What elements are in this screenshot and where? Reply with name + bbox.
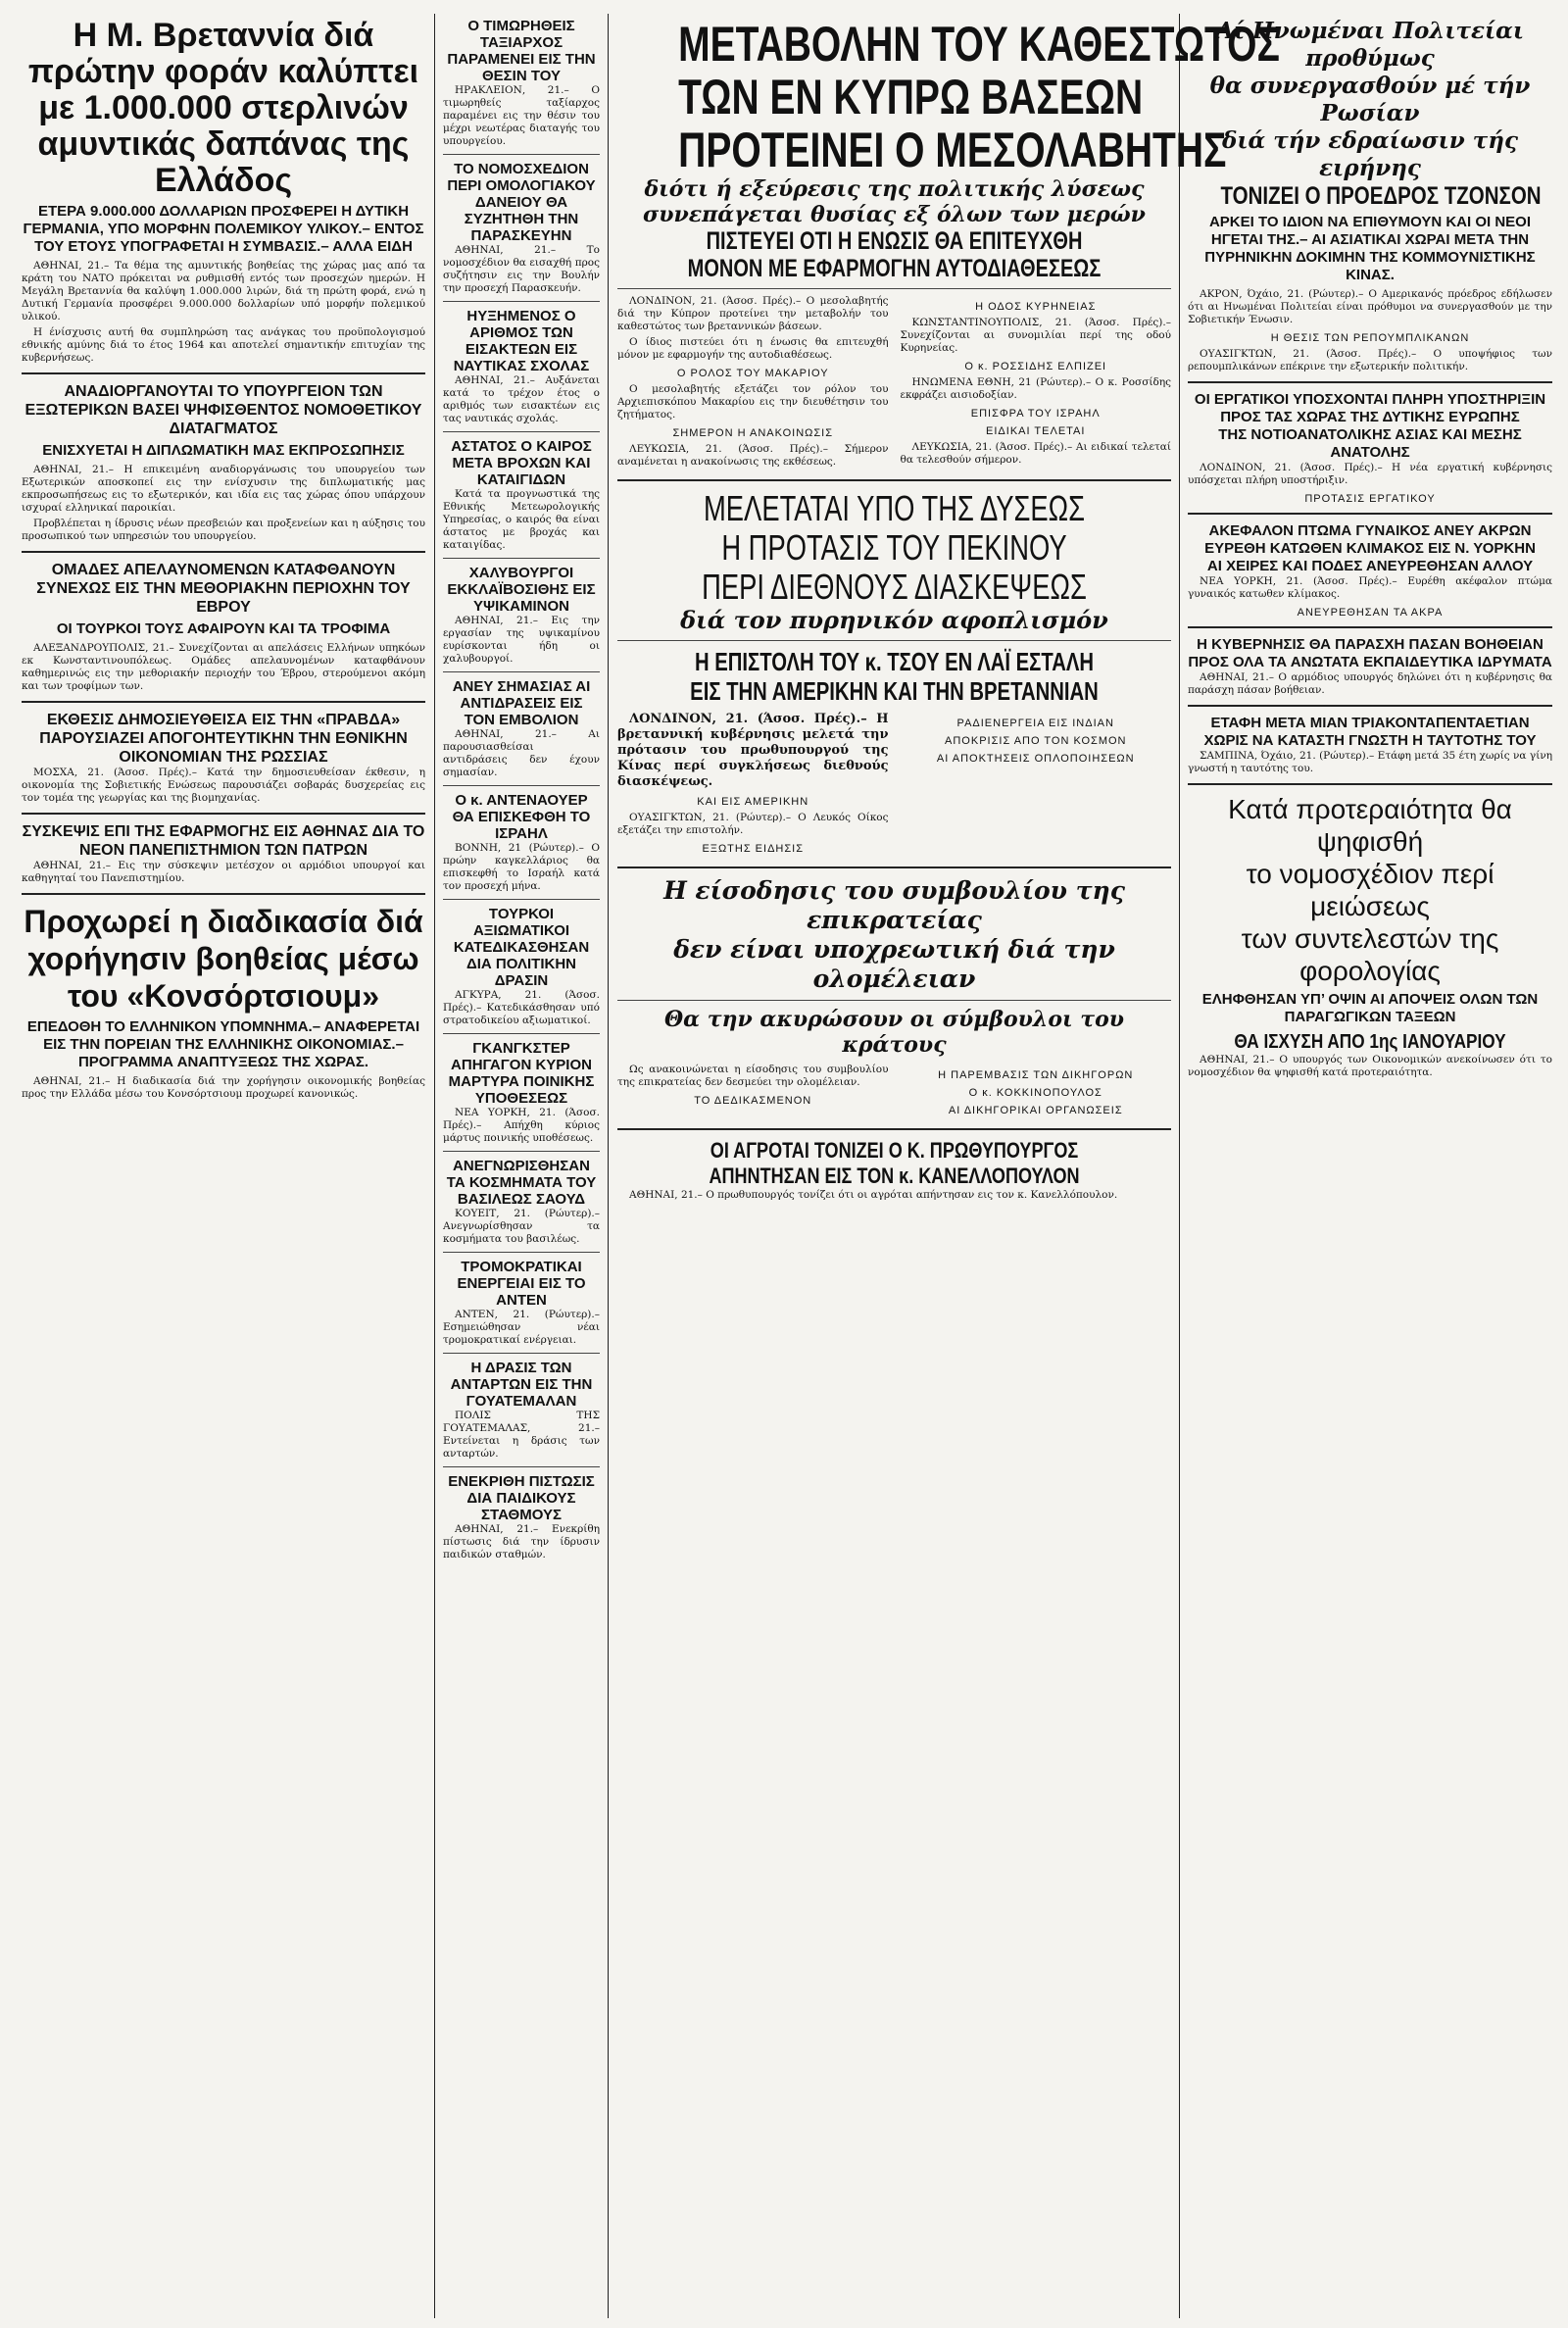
headline-saud-jewels: ΑΝΕΓΝΩΡΙΣΘΗΣΑΝ ΤΑ ΚΟΣΜΗΜΑΤΑ ΤΟΥ ΒΑΣΙΛΕΩΣ ΣΑΟΥΔ [446,1158,597,1208]
article-paragraph: ΑΘΗΝΑΙ, 21.– Ενεκρίθη πίστωσις διά την ίδρυσιν παιδικών σταθμών. [443,1523,600,1560]
headline-usa-russia2: θα συνεργασθούν μέ τήν Ρωσίαν [1209,73,1531,126]
headline-evros-deportees: ΟΜΑΔΕΣ ΑΠΕΛΑΥΝΟΜΕΝΩΝ ΚΑΤΑΦΘΑΝΟΥΝ ΣΥΝΕΧΩΣ ΕΙΣ ΤΗΝ ΜΕΘΟΡΙΑΚΗΝ ΠΕΡΙΟΧΗΝ ΤΟΥ ΕΒΡΟΥ [36,562,411,616]
headline-adenauer: Ο κ. ΑΝΤΕΝΑΟΥΕΡ ΘΑ ΕΠΙΣΚΕΦΘΗ ΤΟ ΙΣΡΑΗΛ [452,792,591,842]
headline-corpse2: ΕΥΡΕΘΗ ΚΑΤΩΘΕΝ ΚΛΙΜΑΚΟΣ ΕΙΣ Ν. ΥΟΡΚΗΝ [1204,540,1536,557]
section-kicker: ΑΙ ΑΠΟΚΤΗΣΕΙΣ ΟΠΛΟΠΟΙΗΣΕΩΝ [936,753,1135,765]
article-paragraph: ΛΟΝΔΙΝΟΝ, 21. (Άσοσ. Πρές).– Η νέα εργατική κυβέρνησις υπόσχεται πλήρη υποστήριξιν. [1188,462,1552,486]
headline-education1: Η ΚΥΒΕΡΝΗΣΙΣ ΘΑ ΠΑΡΑΣΧΗ ΠΑΣΑΝ ΒΟΗΘΕΙΑΝ [1197,636,1544,653]
headline-britain-defense: Η Μ. Βρεταννία διά πρώτην φοράν καλύπτει με 1.000.000 στερλινών αμυντικάς δαπάνας της Ελλάδος [27,17,419,199]
article-paragraph: ΑΛΕΞΑΝΔΡΟΥΠΟΛΙΣ, 21.– Συνεχίζονται αι απελάσεις Ελλήνων υπηκόων εκ Κωνσταντινουπόλεως. Ομάδες απελαυνομένων καταφθάνουν καθημερινώς εις την μεθοριακήν περιοχήν του Έβρου, στερούμενοι ακόμη και των τροφίμων των. [22,642,425,692]
headline-weather: ΑΣΤΑΤΟΣ Ο ΚΑΙΡΟΣ ΜΕΤΑ ΒΡΟΧΩΝ ΚΑΙ ΚΑΤΑΙΓΙΔΩΝ [451,438,592,488]
column-center [617,17,1280,2318]
headline-labour3: ΤΗΣ ΝΟΤΙΟΑΝΑΤΟΛΙΚΗΣ ΑΣΙΑΣ ΚΑΙ ΜΕΣΗΣ ΑΝΑΤΟΛΗΣ [1218,426,1522,461]
article-paragraph: ΑΘΗΝΑΙ, 21.– Εις την εργασίαν της υψικαμίνου ευρίσκονται ήδη οι χαλυβουργοί. [443,615,600,665]
section-kicker: Ο ΡΟΛΟΣ ΤΟΥ ΜΑΚΑΡΙΟΥ [676,368,829,379]
headline-tax-line2: το νομοσχέδιον περί μειώσεως [1246,859,1494,921]
article-paragraph: ΛΕΥΚΩΣΙΑ, 21. (Άσοσ. Πρές).– Σήμερον αναμένεται η ανακοίνωσις της εκθέσεως. [617,443,889,468]
main-headline-enosis1: ΠΙΣΤΕΥΕΙ ΟΤΙ Η ΕΝΩΣΙΣ ΘΑ ΕΠΙΤΕΥΧΘΗ [706,227,1083,255]
headline-steelworkers: ΧΑΛΥΒΟΥΡΓΟΙ ΕΚΚΛΑΪΒΟΣΙΘΗΣ ΕΙΣ ΥΨΙΚΑΜΙΝΟΝ [447,565,596,615]
section-kicker: ΕΞΩΤΗΣ ΕΙΔΗΣΙΣ [702,843,805,855]
section-kicker: Η ΟΔΟΣ ΚΥΡΗΝΕΙΑΣ [975,301,1097,313]
headline-nurseries: ΕΝΕΚΡΙΘΗ ΠΙΣΤΩΣΙΣ ΔΙΑ ΠΑΙΔΙΚΟΥΣ ΣΤΑΘΜΟΥΣ [448,1473,595,1523]
article-paragraph: ΑΘΗΝΑΙ, 21.– Αι παρουσιασθείσαι αντιδράσεις δεν έχουν σημασίαν. [443,728,600,778]
article-paragraph: ΑΚΡΟΝ, Όχάιο, 21. (Ρώυτερ).– Ο Αμερικανός πρόεδρος εδήλωσεν ότι αι Ηνωμέναι Πολιτείαι είναι πρόθυμοι να συνεργασθούν με την Σοβιετικήν Ένωσιν. [1188,288,1552,325]
main-headline-line3: ΠΡΟΤΕΙΝΕΙ Ο ΜΕΣΟΛΑΒΗΤΗΣ [678,123,1227,177]
section-kicker: ΣΗΜΕΡΟΝ Η ΑΝΑΚΟΙΝΩΣΙΣ [672,427,834,439]
article-paragraph: ΒΟΝΝΗ, 21 (Ρώυτερ).– Ο πρώην καγκελλάριος θα επισκεφθή το Ισραήλ κατά τον προσεχή μήνα. [443,842,600,892]
article-paragraph: ΜΟΣΧΑ, 21. (Άσοσ. Πρές).– Κατά την δημοσιευθείσαν έκθεσιν, η οικονομία της Σοβιετικής Ενώσεως παρουσιάζει σοβαράς δυσχερείας εις τον τομέα της γεωργίας και της βιομηχανίας. [22,767,425,804]
headline-gangsters: ΓΚΑΝΓΚΣΤΕΡ ΑΠΗΓΑΓΟΝ ΚΥΡΙΟΝ ΜΑΡΤΥΡΑ ΠΟΙΝΙΚΗΣ ΥΠΟΘΕΣΕΩΣ [448,1040,595,1107]
headline-bond-loan: ΤΟ ΝΟΜΟΣΧΕΔΙΟΝ ΠΕΡΙ ΟΜΟΛΟΓΙΑΚΟΥ ΔΑΝΕΙΟΥ ΘΑ ΣΥΖΗΤΗΘΗ ΤΗΝ ΠΑΡΑΣΚΕΥΗΝ [447,161,596,244]
article-paragraph: Κατά τα προγνωστικά της Εθνικής Μετεωρολογικής Υπηρεσίας, ο καιρός θα είναι άστατος με βροχάς και καταιγίδας. [443,488,600,551]
article-paragraph: ΝΕΑ ΥΟΡΚΗ, 21. (Άσοσ. Πρές).– Ευρέθη ακέφαλον πτώμα γυναικός κατωθεν κλίμακος. [1188,575,1552,600]
section-kicker: ΡΑΔΙΕΝΕΡΓΕΙΑ ΕΙΣ ΙΝΔΙΑΝ [956,718,1114,729]
article-paragraph: ΚΩΝΣΤΑΝΤΙΝΟΥΠΟΛΙΣ, 21. (Άσοσ. Πρές).– Συνεχίζονται αι συνομιλίαι περί της οδού Κυρηνείας. [900,317,1171,354]
article-paragraph: ΑΘΗΝΑΙ, 21.– Η επικειμένη αναδιοργάνωσις του υπουργείου των Εξωτερικών αποσκοπεί εις την ενίσχυσιν της διπλωματικής μας εκπροσωπήσεως εις το εξωτερικόν, και ιδία εις τας χώρας όπου υπάρχουν ισχυραί ελληνικαί παροικίαι. [22,464,425,514]
section-kicker: ΕΠΙΣΦΡΑ ΤΟΥ ΙΣΡΑΗΛ [970,408,1101,420]
subheadline-germany: ΕΤΕΡΑ 9.000.000 ΔΟΛΛΑΡΙΩΝ ΠΡΟΣΦΕΡΕΙ Η ΔΥΤΙΚΗ ΓΕΡΜΑΝΙΑ, ΥΠΟ ΜΟΡΦΗΝ ΠΟΛΕΜΙΚΟΥ ΥΛΙΚΟΥ.– ΕΝΤΟΣ ΤΟΥ ΕΤΟΥΣ ΥΠΟΓΡΑΦΕΤΑΙ Η ΣΥΜΒΑΣΙΣ.– ΑΛΛΑ ΕΙΔΗ [23,203,424,255]
article-paragraph: ΑΓΚΥΡΑ, 21. (Άσοσ. Πρές).– Κατεδικάσθησαν υπό στρατοδικείου αξιωματικοί. [443,989,600,1026]
subheadline-tax-views: ΕΛΗΦΘΗΣΑΝ ΥΠ’ ΟΨΙΝ ΑΙ ΑΠΟΨΕΙΣ ΟΛΩΝ ΤΩΝ ΠΑΡΑΓΩΓΙΚΩΝ ΤΑΞΕΩΝ [1201,991,1539,1025]
subheadline-diplomatic: ΕΝΙΣΧΥΕΤΑΙ Η ΔΙΠΛΩΜΑΤΙΚΗ ΜΑΣ ΕΚΠΡΟΣΩΠΗΣΙΣ [42,442,405,459]
main-headline-deck2: συνεπάγεται θυσίας εξ όλων των μερών [643,202,1146,227]
column-left [22,18,425,2318]
headline-usa-russia1: Αί Ηνωμέναι Πολιτείαι προθύμως [1216,18,1524,72]
headline-brigadier: Ο ΤΙΜΩΡΗΘΕΙΣ ΤΑΞΙΑΡΧΟΣ ΠΑΡΑΜΕΝΕΙ ΕΙΣ ΤΗΝ ΘΕΣΙΝ ΤΟΥ [447,18,596,84]
column-rule [608,14,609,2318]
section-kicker: Ο κ. ΚΟΚΚΙΝΟΠΟΥΛΟΣ [968,1087,1102,1099]
article-paragraph: ΟΥΑΣΙΓΚΤΩΝ, 21. (Ρώυτερ).– Ο Λευκός Οίκος εξετάζει την επιστολήν. [617,812,889,836]
column-rule [434,14,435,2318]
article-paragraph: Προβλέπεται η ίδρυσις νέων πρεσβειών και προξενείων και η αύξησις του προσωπικού των υπηρεσιών του υπουργείου. [22,518,425,542]
headline-patras-university: ΣΥΣΚΕΨΙΣ ΕΠΙ ΤΗΣ ΕΦΑΡΜΟΓΗΣ ΕΙΣ ΑΘΗΝΑΣ ΔΙΑ ΤΟ ΝΕΟΝ ΠΑΝΕΠΙΣΤΗΜΙΟΝ ΤΩΝ ΠΑΤΡΩΝ [22,823,425,859]
article-paragraph: ΗΡΑΚΛΕΙΟΝ, 21.– Ο τιμωρηθείς ταξίαρχος παραμένει εις την θέσιν του μέχρι νεωτέρας διαταγής του υπουργείου. [443,84,600,147]
section-kicker: ΚΑΙ ΕΙΣ ΑΜΕΡΙΚΗΝ [697,796,809,808]
article-paragraph: ΑΘΗΝΑΙ, 21.– Ο πρωθυπουργός τονίζει ότι οι αγρόται απήντησαν εις τον κ. Κανελλόπουλον. [629,1189,1118,1201]
headline-naval-schools: ΗΥΞΗΜΕΝΟΣ Ο ΑΡΙΘΜΟΣ ΤΩΝ ΕΙΣΑΚΤΕΩΝ ΕΙΣ ΝΑΥΤΙΚΑΣ ΣΧΟΛΑΣ [453,308,590,374]
article-paragraph: ΗΝΩΜΕΝΑ ΕΘΝΗ, 21 (Ρώυτερ).– Ο κ. Ροσσίδης εκφράζει αισιοδοξίαν. [900,376,1171,401]
article-paragraph: ΑΘΗΝΑΙ, 21.– Τα θέμα της αμυντικής βοηθείας της χώρας μας από τα κράτη του ΝΑΤΟ πρόκειται να ρυθμισθή εντός των προσεχών ημερών. Η Μεγάλη Βρεταννία θα καλύψη 1.000.000 λιρών, διά τη πρώτη φορά, ενώ η Δυτική Γερμανία προσφέρει 9.000.000 δολλαρίων υπό μορφήν πολεμικού υλικού. [22,260,425,322]
headline-farmers-line1: ΟΙ ΑΓΡΟΤΑΙ ΤΟΝΙΖΕΙ Ο Κ. ΠΡΩΘΥΠΟΥΡΓΟΣ [710,1138,1079,1163]
headline-corpse3: ΑΙ ΧΕΙΡΕΣ ΚΑΙ ΠΟΔΕΣ ΑΝΕΥΡΕΘΗΣΑΝ ΑΛΛΟΥ [1206,558,1534,574]
article-paragraph: Ο μεσολαβητής εξετάζει τον ρόλον του Αρχιεπισκόπου Μακαρίου εις την διευθέτησιν του ζητήματος. [617,383,889,421]
headline-labour2: ΠΡΟΣ ΤΑΣ ΧΩΡΑΣ ΤΗΣ ΔΥΤΙΚΗΣ ΕΥΡΩΠΗΣ [1220,409,1520,425]
headline-labour1: ΟΙ ΕΡΓΑΤΙΚΟΙ ΥΠΟΣΧΟΝΤΑΙ ΠΛΗΡΗ ΥΠΟΣΤΗΡΙΞΙΝ [1194,391,1546,408]
section-kicker: ΕΙΔΙΚΑΙ ΤΕΛΕΤΑΙ [986,425,1086,437]
article-paragraph: ΛΕΥΚΩΣΙΑ, 21. (Άσοσ. Πρές).– Αι ειδικαί τελεταί θα τελεσθούν σήμερον. [900,441,1171,466]
article-paragraph: Ως ανακοινώνεται η είσοδησις του συμβουλίου της επικρατείας δεν δεσμεύει την ολομέλειαν. [617,1064,889,1088]
headline-aden-terror: ΤΡΟΜΟΚΡΑΤΙΚΑΙ ΕΝΕΡΓΕΙΑΙ ΕΙΣ ΤΟ ΑΝΤΕΝ [457,1259,586,1309]
headline-guatemala: Η ΔΡΑΣΙΣ ΤΩΝ ΑΝΤΑΡΤΩΝ ΕΙΣ ΤΗΝ ΓΟΥΑΤΕΜΑΛΑΝ [450,1360,593,1410]
headline-council-line3: Θα την ακυρώσουν οι σύμβουλοι του κράτους [663,1007,1125,1058]
headline-peking-line2: Η ΠΡΟΤΑΣΙΣ ΤΟΥ ΠΕΚΙΝΟΥ [721,527,1067,568]
headline-council-line2: δεν είναι υποχρεωτική διά την ολομέλειαν [673,935,1115,993]
article-paragraph: ΑΘΗΝΑΙ, 21.– Εις την σύσκεψιν μετέσχον οι αρμόδιοι υπουργοί και καθηγηταί του Πανεπιστημίου. [22,860,425,884]
section-kicker: ΑΝΕΥΡΕΘΗΣΑΝ ΤΑ ΑΚΡΑ [1297,607,1444,619]
headline-council-line1: Η είσοδησις του συμβουλίου της επικρατείας [663,876,1125,934]
article-paragraph: ΑΘΗΝΑΙ, 21.– Ο αρμόδιος υπουργός δηλώνει ότι η κυβέρνησις θα παράσχη πάσαν βοήθειαν. [1188,671,1552,696]
headline-chou-letter1: Η ΕΠΙΣΤΟΛΗ ΤΟΥ κ. ΤΣΟΥ ΕΝ ΛΑΪ ΕΣΤΑΛΗ [694,647,1095,676]
headline-tax-line1: Κατά προτεραιότητα θα ψηφισθή [1228,794,1512,857]
section-kicker: Η ΘΕΣΙΣ ΤΩΝ ΡΕΠΟΥΜΠΛΙΚΑΝΩΝ [1270,332,1470,344]
headline-pravda-report: ΕΚΘΕΣΙΣ ΔΗΜΟΣΙΕΥΘΕΙΣΑ ΕΙΣ ΤΗΝ «ΠΡΑΒΔΑ» ΠΑΡΟΥΣΙΑΖΕΙ ΑΠΟΓΟΗΤΕΥΤΙΚΗΝ ΤΗΝ ΕΘΝΙΚΗΝ ΟΙΚΟΝΟΜΙΑΝ ΤΗΣ ΡΩΣΣΙΑΣ [39,712,408,766]
headline-peking-line3: ΠΕΡΙ ΔΙΕΘΝΟΥΣ ΔΙΑΣΚΕΨΕΩΣ [702,567,1087,607]
main-headline-line2: ΤΩΝ ΕΝ ΚΥΠΡΩ ΒΑΣΕΩΝ [678,70,1144,124]
article-paragraph: ΑΘΗΝΑΙ, 21.– Αυξάνεται κατά το τρέχον έτος ο αριθμός των εισακτέων εις τας ναυτικάς σχολάς. [443,374,600,424]
article-paragraph: ΑΘΗΝΑΙ, 21.– Η διαδικασία διά την χορήγησιν οικονομικής βοηθείας προς την Ελλάδα μέσω του Κονσόρτσιουμ προχωρεί κανονικώς. [22,1075,425,1100]
article-paragraph: ΝΕΑ ΥΟΡΚΗ, 21. (Άσοσ. Πρές).– Απήχθη κύριος μάρτυς ποινικής υποθέσεως. [443,1107,600,1144]
headline-peking-line1: ΜΕΛΕΤΑΤΑΙ ΥΠΟ ΤΗΣ ΔΥΣΕΩΣ [703,488,1086,528]
headline-burial2: ΧΩΡΙΣ ΝΑ ΚΑΤΑΣΤΗ ΓΝΩΣΤΗ Η ΤΑΥΤΟΤΗΣ ΤΟΥ [1203,732,1537,749]
section-kicker: Η ΠΑΡΕΜΒΑΣΙΣ ΤΩΝ ΔΙΚΗΓΟΡΩΝ [938,1069,1134,1081]
headline-usa-russia3: διά τήν εδραίωσιν τής ειρήνης [1222,127,1518,181]
headline-education2: ΠΡΟΣ ΟΛΑ ΤΑ ΑΝΩΤΑΤΑ ΕΚΠΑΙΔΕΥΤΙΚΑ ΙΔΡΥΜΑΤΑ [1188,654,1552,670]
headline-corpse1: ΑΚΕΦΑΛΟΝ ΠΤΩΜΑ ΓΥΝΑΙΚΟΣ ΑΝΕΥ ΑΚΡΩΝ [1208,522,1532,539]
section-kicker: ΑΠΟΚΡΙΣΙΣ ΑΠΟ ΤΟΝ ΚΟΣΜΟΝ [945,735,1127,747]
headline-johnson: ΤΟΝΙΖΕΙ Ο ΠΡΟΕΔΡΟΣ ΤΖΟΝΣΟΝ [1220,182,1542,210]
headline-tax-line3: των συντελεστών της φορολογίας [1241,923,1499,986]
headline-foreign-ministry: ΑΝΑΔΙΟΡΓΑΝΟΥΤΑΙ ΤΟ ΥΠΟΥΡΓΕΙΟΝ ΤΩΝ ΕΞΩΤΕΡΙΚΩΝ ΒΑΣΕΙ ΨΗΦΙΣΘΕΝΤΟΣ ΝΟΜΟΘΕΤΙΚΟΥ ΔΙΑΤΑΓΜΑΤΟΣ [24,383,422,437]
article-paragraph: ΑΝΤΕΝ, 21. (Ρώυτερ).– Εσημειώθησαν νέαι τρομοκρατικαί ενέργειαι. [443,1309,600,1346]
headline-farmers-line2: ΑΠΗΝΤΗΣΑΝ ΕΙΣ ΤΟΝ κ. ΚΑΝΕΛΛΟΠΟΥΛΟΝ [709,1164,1080,1188]
headline-burial1: ΕΤΑΦΗ ΜΕΤΑ ΜΙΑΝ ΤΡΙΑΚΟΝΤΑΠΕΝΤΑΕΤΙΑΝ [1210,715,1530,731]
article-paragraph: Ο ίδιος πιστεύει ότι η ένωσις θα επιτευχθή μόνον με εφαρμογήν της αυτοδιαθέσεως. [617,336,889,361]
article-paragraph: ΠΟΛΙΣ ΤΗΣ ΓΟΥΑΤΕΜΑΛΑΣ, 21.– Εντείνεται η δράσις των ανταρτών. [443,1410,600,1460]
headline-january: ΘΑ ΙΣΧΥΣΗ ΑΠΟ 1ης ΙΑΝΟΥΑΡΙΟΥ [1234,1031,1506,1053]
subheadline-turks-food: ΟΙ ΤΟΥΡΚΟΙ ΤΟΥΣ ΑΦΑΙΡΟΥΝ ΚΑΙ ΤΑ ΤΡΟΦΙΜΑ [56,620,391,637]
column-narrow [443,18,600,2318]
article-paragraph: Η ένίσχυσις αυτή θα συμπληρώση τας ανάγκας του προϋπολογισμού εθνικής αμύνης διά το έτος 1964 και αποτελεί σημαντικήν επιτυχίαν της κυβερνήσεως. [22,326,425,364]
section-kicker: Ο κ. ΡΟΣΣΙΔΗΣ ΕΛΠΙΖΕΙ [964,361,1107,372]
main-headline-line1: ΜΕΤΑΒΟΛΗΝ ΤΟΥ ΚΑΘΕΣΤΩΤΟΣ [678,17,1280,72]
article-paragraph: ΑΘΗΝΑΙ, 21.– Ο υπουργός των Οικονομικών ανεκοίνωσεν ότι το νομοσχέδιον θα ψηφισθή κατά προτεραιότητα. [1188,1054,1552,1078]
article-paragraph: ΚΟΥΕΙΤ, 21. (Ρώυτερ).– Ανεγνωρίσθησαν τα κοσμήματα του βασιλέως. [443,1208,600,1245]
article-paragraph: ΑΘΗΝΑΙ, 21.– Το νομοσχέδιον θα εισαχθή προς συζήτησιν εις την Βουλήν την προσεχή Παρασκευήν. [443,244,600,294]
headline-chou-letter2: ΕΙΣ ΤΗΝ ΑΜΕΡΙΚΗΝ ΚΑΙ ΤΗΝ ΒΡΕΤΑΝΝΙΑΝ [690,676,1099,706]
headline-peking-deck: διά τον πυρηνικόν αφοπλισμόν [680,606,1108,634]
headline-reactions: ΑΝΕΥ ΣΗΜΑΣΙΑΣ ΑΙ ΑΝΤΙΔΡΑΣΕΙΣ ΕΙΣ ΤΟΝ ΕΜΒΟΛΙΟΝ [452,678,591,728]
column-rule [1179,14,1180,2318]
column-right [1188,18,1552,2318]
main-headline-enosis2: ΜΟΝΟΝ ΜΕ ΕΦΑΡΜΟΓΗΝ ΑΥΤΟΔΙΑΘΕΣΕΩΣ [687,255,1102,282]
subheadline-memorandum: ΕΠΕΔΟΘΗ ΤΟ ΕΛΛΗΝΙΚΟΝ ΥΠΟΜΝΗΜΑ.– ΑΝΑΦΕΡΕΤΑΙ ΕΙΣ ΤΗΝ ΠΟΡΕΙΑΝ ΤΗΣ ΕΛΛΗΝΙΚΗΣ ΟΙΚΟΝΟΜΙΑΣ.– ΠΡΟΓΡΑΜΜΑ ΑΝΑΠΤΥΞΕΩΣ ΤΗΣ ΧΩΡΑΣ. [26,1018,420,1070]
section-kicker: ΤΟ ΔΕΔΙΚΑΣΜΕΝΟΝ [694,1095,812,1107]
headline-consortium: Προχωρεί η διαδικασία διά χορήγησιν βοηθείας μέσω του «Κονσόρτσιουμ» [24,904,423,1014]
section-kicker: ΑΙ ΔΙΚΗΓΟΡΙΚΑΙ ΟΡΓΑΝΩΣΕΙΣ [948,1105,1123,1116]
main-headline-deck1: διότι ή εξεύρεσις της πολιτικής λύσεως [644,176,1145,202]
article-paragraph: ΟΥΑΣΙΓΚΤΩΝ, 21. (Άσοσ. Πρές).– Ο υποψήφιος των ρεπουμπλικάνων επέκρινε την εξωτερικήν πολιτικήν. [1188,348,1552,372]
article-paragraph: ΣΑΜΠΙΝΑ, Όχάιο, 21. (Ρώυτερ).– Ετάφη μετά 35 έτη χωρίς να γίνη γνωστή η ταυτότης του. [1188,750,1552,774]
article-lead: ΛΟΝΔΙΝΟΝ, 21. (Άσοσ. Πρές).– Η βρεταννική κυβέρνησις μελετά την πρότασιν του πρωθυπουργού της Κίνας περί συγκλήσεως διεθνούς διασκέψεως. [617,712,889,789]
headline-turkish-officers: ΤΟΥΡΚΟΙ ΑΞΙΩΜΑΤΙΚΟΙ ΚΑΤΕΔΙΚΑΣΘΗΣΑΝ ΔΙΑ ΠΟΛΙΤΙΚΗΝ ΔΡΑΣΙΝ [453,906,590,989]
article-paragraph: ΛΟΝΔΙΝΟΝ, 21. (Άσοσ. Πρές).– Ο μεσολαβητής διά την Κύπρον προτείνει την μεταβολήν του καθεστώτος των βρεταννικών βάσεων. [617,295,889,332]
subheadline-leaders: ΑΡΚΕΙ ΤΟ ΙΔΙΟΝ ΝΑ ΕΠΙΘΥΜΟΥΝ ΚΑΙ ΟΙ ΝΕΟΙ ΗΓΕΤΑΙ ΤΗΣ.– ΑΙ ΑΣΙΑΤΙΚΑΙ ΧΩΡΑΙ ΜΕΤΑ ΤΗΝ ΠΥΡΗΝΙΚΗΝ ΔΟΚΙΜΗΝ ΤΗΣ ΚΟΜΜΟΥΝΙΣΤΙΚΗΣ ΚΙΝΑΣ. [1204,214,1536,283]
section-kicker: ΠΡΟΤΑΣΙΣ ΕΡΓΑΤΙΚΟΥ [1304,493,1436,505]
